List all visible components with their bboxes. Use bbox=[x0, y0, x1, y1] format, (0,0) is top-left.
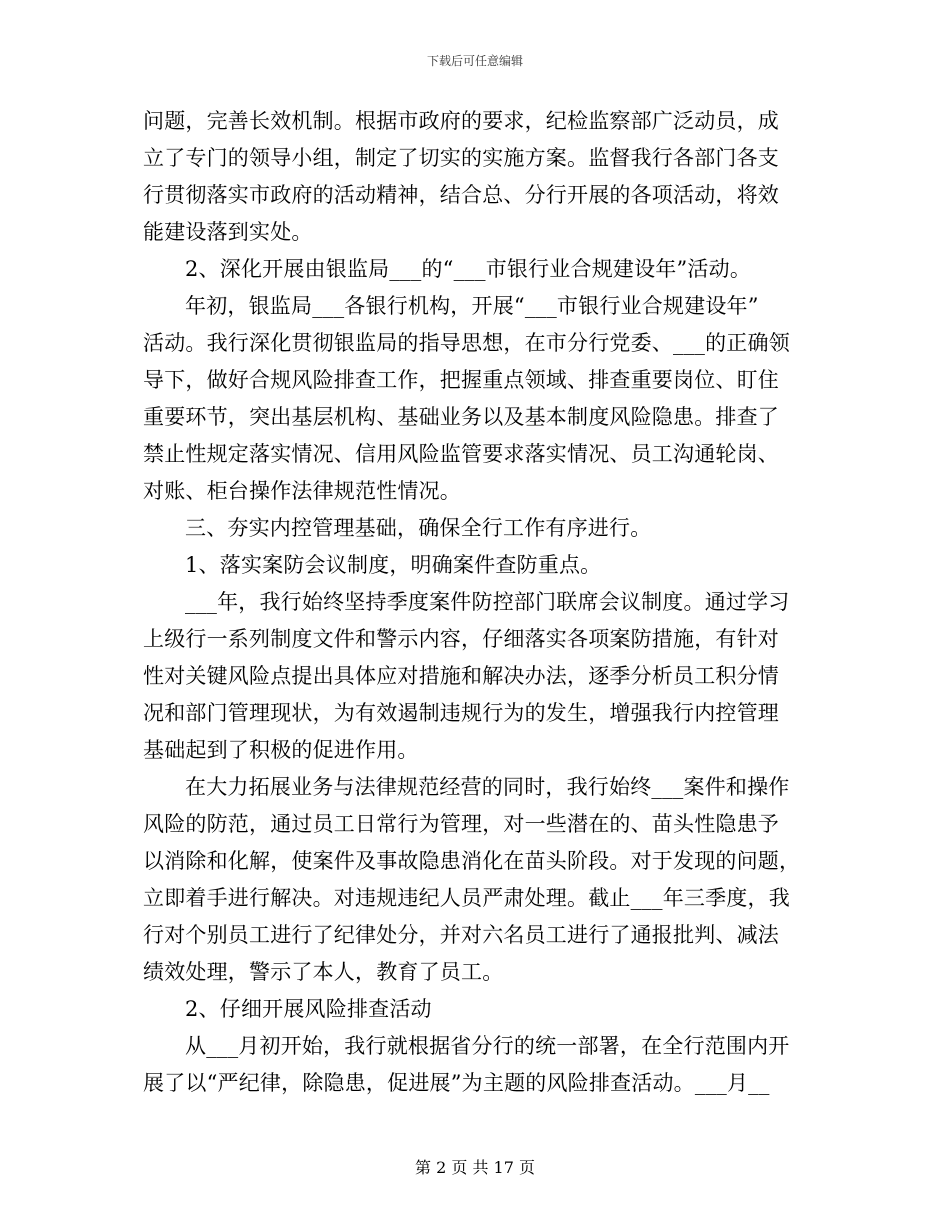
text-line: 活动。我行深化贯彻银监局的指导思想，在市分行党委、___的正确领 bbox=[143, 331, 790, 355]
text-line: 立即着手进行解决。对违规违纪人员严肃处理。截止___年三季度，我 bbox=[143, 886, 790, 910]
text-line: 绩效处理，警示了本人，教育了员工。 bbox=[143, 960, 504, 984]
text-line: 行贯彻落实市政府的活动精神，结合总、分行开展的各项活动，将效 bbox=[143, 183, 779, 207]
text-line: 况和部门管理现状，为有效遏制违规行为的发生，增强我行内控管理 bbox=[143, 701, 779, 725]
text-line: 年初，银监局___各银行机构，开展“___市银行业合规建设年” bbox=[185, 294, 759, 318]
text-line: 行对个别员工进行了纪律处分，并对六名员工进行了通报批判、减法 bbox=[143, 923, 779, 947]
text-line: 1、落实案防会议制度，明确案件查防重点。 bbox=[185, 553, 602, 577]
text-line: 在大力拓展业务与法律规范经营的同时，我行始终___案件和操作 bbox=[185, 775, 790, 799]
text-line: 能建设落到实处。 bbox=[143, 220, 313, 244]
text-line: 基础起到了积极的促进作用。 bbox=[143, 738, 419, 762]
page-footer: 第 2 页 共 17 页 bbox=[415, 1158, 535, 1177]
document-body bbox=[143, 103, 809, 1102]
text-line: 问题，完善长效机制。根据市政府的要求，纪检监察部广泛动员，成 bbox=[143, 109, 779, 133]
text-line: 导下，做好合规风险排查工作，把握重点领域、排查重要岗位、盯住 bbox=[143, 368, 779, 392]
text-line: 从___月初开始，我行就根据省分行的统一部署，在全行范围内开 bbox=[185, 1034, 790, 1058]
text-line: 三、夯实内控管理基础，确保全行工作有序进行。 bbox=[185, 516, 652, 540]
text-line: 禁止性规定落实情况、信用风险监管要求落实情况、员工沟通轮岗、 bbox=[143, 442, 779, 466]
text-line: 上级行一系列制度文件和警示内容，仔细落实各项案防措施，有针对 bbox=[143, 627, 779, 651]
text-line: 展了以“严纪律，除隐患，促进展”为主题的风险排查活动。___月__ bbox=[143, 1071, 770, 1095]
text-line: 对账、柜台操作法律规范性情况。 bbox=[143, 479, 461, 503]
text-line: ___年，我行始终坚持季度案件防控部门联席会议制度。通过学习 bbox=[185, 590, 790, 614]
text-line: 立了专门的领导小组，制定了切实的实施方案。监督我行各部门各支 bbox=[143, 146, 779, 170]
text-line: 2、深化开展由银监局___的“___市银行业合规建设年”活动。 bbox=[185, 257, 752, 281]
text-line: 以消除和化解，使案件及事故隐患消化在苗头阶段。对于发现的问题， bbox=[143, 849, 801, 873]
page-header: 下载后可任意编辑 bbox=[426, 54, 523, 68]
text-line: 重要环节，突出基层机构、基础业务以及基本制度风险隐患。排查了 bbox=[143, 405, 779, 429]
text-line: 2、仔细开展风险排查活动 bbox=[185, 997, 432, 1021]
text-line: 性对关键风险点提出具体应对措施和解决办法，逐季分析员工积分情 bbox=[143, 664, 779, 688]
text-line: 风险的防范，通过员工日常行为管理，对一些潜在的、苗头性隐患予 bbox=[143, 812, 779, 836]
